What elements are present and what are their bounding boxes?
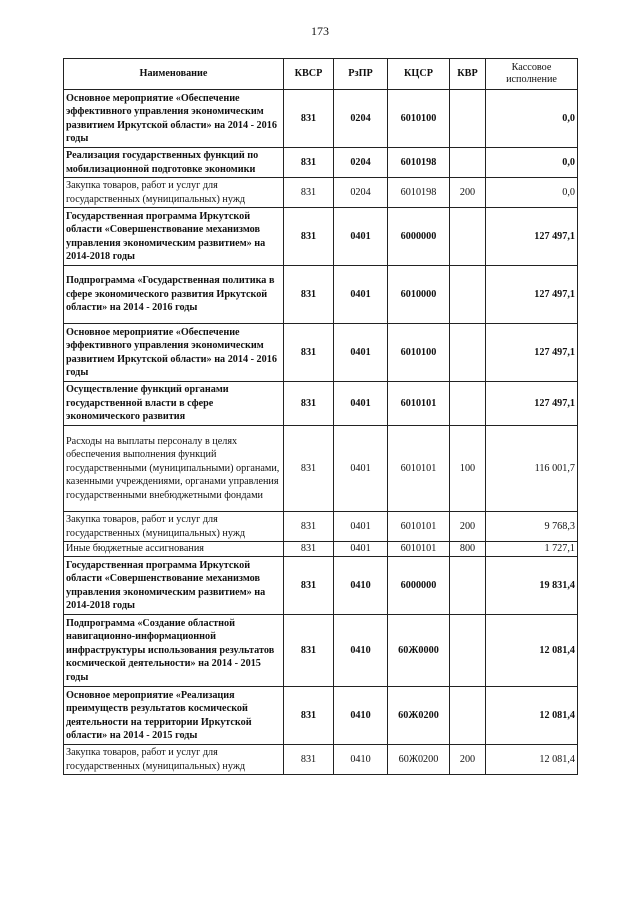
cell-name: Подпрограмма «Создание областной навигационно-информационной инфраструктуры использования результатов космической деятельности» на 2014 - 2015 годы — [64, 615, 284, 687]
cell-name: Реализация государственных функций по мобилизационной подготовке экономики — [64, 148, 284, 178]
cell-kcsr: 60Ж0200 — [388, 745, 450, 775]
cell-amount: 127 497,1 — [486, 208, 578, 266]
cell-kvsr: 831 — [284, 90, 334, 148]
cell-amount: 0,0 — [486, 178, 578, 208]
cell-amount: 12 081,4 — [486, 687, 578, 745]
cell-kvr: 800 — [450, 542, 486, 557]
cell-kvsr: 831 — [284, 426, 334, 512]
table-row — [64, 324, 578, 382]
cell-kcsr: 60Ж0000 — [388, 615, 450, 687]
cell-kvsr: 831 — [284, 382, 334, 426]
cell-amount: 0,0 — [486, 90, 578, 148]
cell-amount: 12 081,4 — [486, 615, 578, 687]
cell-name: Государственная программа Иркутской области «Совершенствование механизмов управления экономическим развитием» на 2014-2018 годы — [64, 208, 284, 266]
cell-rzpr: 0401 — [334, 382, 388, 426]
cell-kvr: 200 — [450, 512, 486, 542]
table-row — [64, 382, 578, 426]
cell-amount: 9 768,3 — [486, 512, 578, 542]
cell-amount: 19 831,4 — [486, 557, 578, 615]
cell-kvsr: 831 — [284, 266, 334, 324]
cell-kvsr: 831 — [284, 687, 334, 745]
cell-kcsr: 6010100 — [388, 90, 450, 148]
table-row — [64, 426, 578, 512]
cell-kvr: 200 — [450, 178, 486, 208]
cell-rzpr: 0401 — [334, 542, 388, 557]
table-row — [64, 178, 578, 208]
header-amount: Кассовое исполнение — [486, 59, 578, 90]
header-name: Наименование — [64, 59, 284, 90]
cell-rzpr: 0204 — [334, 90, 388, 148]
cell-kcsr: 6010198 — [388, 148, 450, 178]
cell-kcsr: 60Ж0200 — [388, 687, 450, 745]
cell-rzpr: 0204 — [334, 148, 388, 178]
cell-kvr — [450, 382, 486, 426]
cell-kcsr: 6010101 — [388, 512, 450, 542]
cell-amount: 127 497,1 — [486, 382, 578, 426]
cell-amount: 116 001,7 — [486, 426, 578, 512]
budget-table — [63, 58, 578, 775]
cell-name: Основное мероприятие «Обеспечение эффективного управления экономическим развитием Иркутской области» на 2014 - 2016 годы — [64, 324, 284, 382]
header-kcsr: КЦСР — [388, 59, 450, 90]
cell-rzpr: 0410 — [334, 615, 388, 687]
cell-kvsr: 831 — [284, 324, 334, 382]
header-kvr: КВР — [450, 59, 486, 90]
header-kvsr: КВСР — [284, 59, 334, 90]
table-row — [64, 148, 578, 178]
cell-name: Основное мероприятие «Обеспечение эффективного управления экономическим развитием Иркутской области» на 2014 - 2016 годы — [64, 90, 284, 148]
table-row — [64, 90, 578, 148]
cell-name: Расходы на выплаты персоналу в целях обеспечения выполнения функций государственными (муниципальными) органами, казенными учреждениями, органами управления государственными внебюджетными фондами — [64, 426, 284, 512]
cell-kvr — [450, 266, 486, 324]
table-row — [64, 542, 578, 557]
cell-kvr — [450, 90, 486, 148]
table-row — [64, 557, 578, 615]
cell-kvr — [450, 687, 486, 745]
cell-rzpr: 0401 — [334, 208, 388, 266]
cell-rzpr: 0401 — [334, 512, 388, 542]
cell-name: Закупка товаров, работ и услуг для государственных (муниципальных) нужд — [64, 178, 284, 208]
table-row — [64, 745, 578, 775]
cell-kcsr: 6010101 — [388, 542, 450, 557]
cell-kvr: 100 — [450, 426, 486, 512]
table-row — [64, 512, 578, 542]
cell-rzpr: 0410 — [334, 745, 388, 775]
cell-amount: 127 497,1 — [486, 266, 578, 324]
cell-kcsr: 6000000 — [388, 208, 450, 266]
cell-rzpr: 0410 — [334, 687, 388, 745]
table-row — [64, 208, 578, 266]
cell-rzpr: 0401 — [334, 324, 388, 382]
cell-kvsr: 831 — [284, 745, 334, 775]
header-rzpr: РзПР — [334, 59, 388, 90]
cell-kvsr: 831 — [284, 208, 334, 266]
cell-kcsr: 6010101 — [388, 382, 450, 426]
cell-amount: 12 081,4 — [486, 745, 578, 775]
cell-kvsr: 831 — [284, 615, 334, 687]
table-body — [64, 90, 578, 775]
cell-rzpr: 0204 — [334, 178, 388, 208]
cell-kcsr: 6010100 — [388, 324, 450, 382]
cell-kvsr: 831 — [284, 542, 334, 557]
cell-name: Государственная программа Иркутской области «Совершенствование механизмов управления экономическим развитием» на 2014-2018 годы — [64, 557, 284, 615]
cell-kvr: 200 — [450, 745, 486, 775]
cell-kvsr: 831 — [284, 512, 334, 542]
cell-rzpr: 0410 — [334, 557, 388, 615]
table-row — [64, 687, 578, 745]
cell-kvsr: 831 — [284, 148, 334, 178]
cell-name: Закупка товаров, работ и услуг для государственных (муниципальных) нужд — [64, 512, 284, 542]
cell-kvr — [450, 615, 486, 687]
cell-amount: 127 497,1 — [486, 324, 578, 382]
cell-kvr — [450, 148, 486, 178]
cell-kvr — [450, 324, 486, 382]
table-header-row — [64, 59, 578, 90]
cell-kcsr: 6010101 — [388, 426, 450, 512]
cell-rzpr: 0401 — [334, 426, 388, 512]
cell-kvr — [450, 557, 486, 615]
table-row — [64, 615, 578, 687]
cell-kcsr: 6010000 — [388, 266, 450, 324]
cell-rzpr: 0401 — [334, 266, 388, 324]
cell-name: Иные бюджетные ассигнования — [64, 542, 284, 557]
cell-kcsr: 6000000 — [388, 557, 450, 615]
cell-name: Подпрограмма «Государственная политика в сфере экономического развития Иркутской области» на 2014 - 2016 годы — [64, 266, 284, 324]
cell-amount: 0,0 — [486, 148, 578, 178]
table-row — [64, 266, 578, 324]
cell-kvsr: 831 — [284, 178, 334, 208]
cell-name: Закупка товаров, работ и услуг для государственных (муниципальных) нужд — [64, 745, 284, 775]
page-number: 173 — [311, 24, 329, 38]
cell-kcsr: 6010198 — [388, 178, 450, 208]
cell-name: Основное мероприятие «Реализация преимуществ результатов космической деятельности на территории Иркутской области» на 2014 - 2015 годы — [64, 687, 284, 745]
cell-amount: 1 727,1 — [486, 542, 578, 557]
cell-name: Осуществление функций органами государственной власти в сфере экономического развития — [64, 382, 284, 426]
cell-kvr — [450, 208, 486, 266]
cell-kvsr: 831 — [284, 557, 334, 615]
